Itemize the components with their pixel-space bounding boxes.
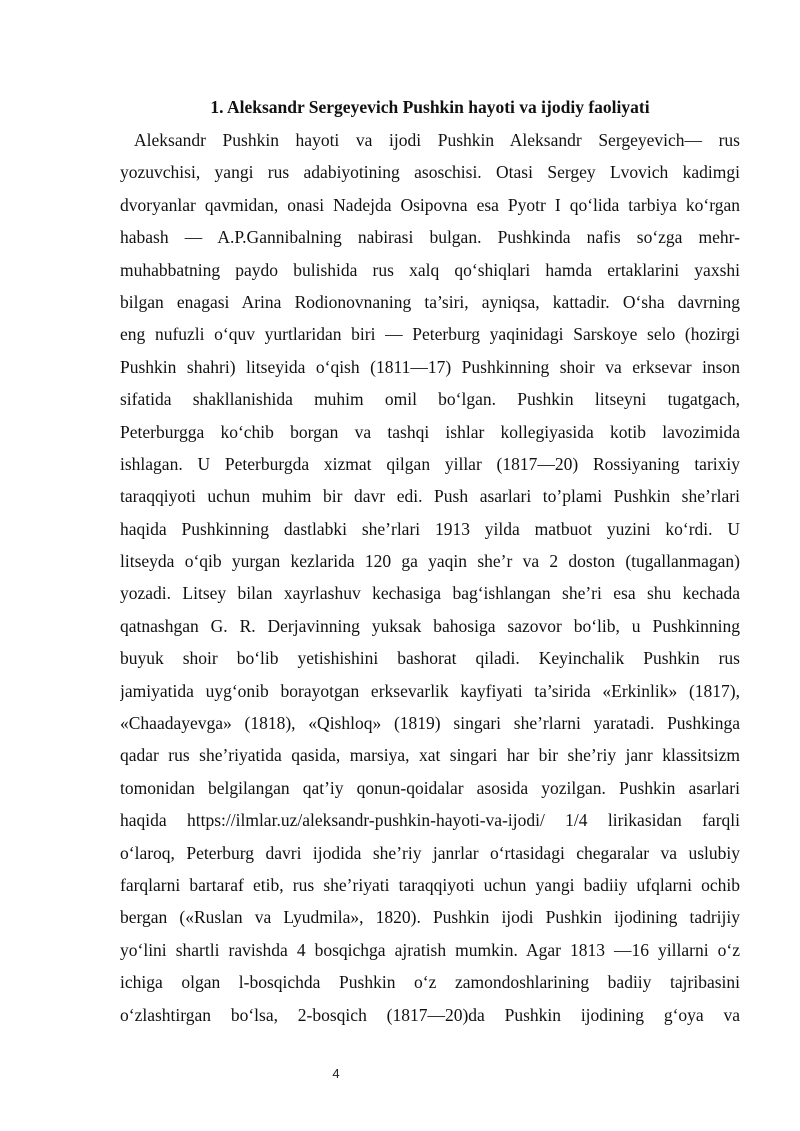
section-title: 1. Aleksandr Sergeyevich Pushkin hayoti va ijodiy faoliyati — [210, 97, 650, 117]
body-line: jamiyatida uyg‘onib borayotgan erksevarlik kayfiyati ta’sirida «Erkinlik» (1817), — [120, 680, 740, 701]
body-line: bilgan enagasi Arina Rodionovnaning ta’siri, ayniqsa, kattadir. O‘sha davrning — [120, 291, 740, 312]
body-line: habash — A.P.Gannibalning nabirasi bulgan. Pushkinda nafis so‘zga mehr- — [120, 227, 740, 248]
body-line: Peterburgga ko‘chib borgan va tashqi ishlar kollegiyasida kotib lavozimida — [120, 421, 740, 442]
body-line: bergan («Ruslan va Lyudmila», 1820). Pushkin ijodi Pushkin ijodining tadrijiy — [120, 907, 740, 928]
body-line: qatnashgan G. R. Derjavinning yuksak bahosiga sazovor bo‘lib, u Pushkinning — [120, 615, 740, 636]
body-line: «Chaadayevga» (1818), «Qishloq» (1819) singari she’rlarni yaratadi. Pushkinga — [120, 713, 740, 734]
body-line: qadar rus she’riyatida qasida, marsiya, xat singari har bir she’riy janr klassitsizm — [120, 745, 740, 766]
body-line: dvoryanlar qavmidan, onasi Nadejda Osipovna esa Pyotr I qo‘lida tarbiya ko‘rgan — [120, 194, 740, 215]
body-line: farqlarni bartaraf etib, rus she’riyati taraqqiyoti uchun yangi badiiy ufqlarni ochib — [120, 874, 740, 895]
body-line: muhabbatning paydo bulishida rus xalq qo‘shiqlari hamda ertaklarini yaxshi — [120, 259, 740, 280]
body-line: yo‘lini shartli ravishda 4 bosqichga ajratish mumkin. Agar 1813 —16 yillarni o‘z — [120, 939, 740, 960]
body-line: Pushkin shahri) litseyida o‘qish (1811—17) Pushkinning shoir va erksevar inson — [120, 356, 740, 377]
body-line: ichiga olgan l-bosqichda Pushkin o‘z zamondoshlarining badiiy tajribasini — [120, 972, 740, 993]
body-line: ishlagan. U Peterburgda xizmat qilgan yillar (1817—20) Rossiyaning tarixiy — [120, 453, 740, 474]
body-line: buyuk shoir bo‘lib yetishishini bashorat qiladi. Keyinchalik Pushkin rus — [120, 648, 740, 669]
body-line: haqida Pushkinning dastlabki she’rlari 1913 yilda matbuot yuzini ko‘rdi. U — [120, 518, 740, 539]
body-line: haqida https://ilmlar.uz/aleksandr-pushkin-hayoti-va-ijodi/ 1/4 lirikasidan farqli — [120, 810, 740, 831]
body-line: taraqqiyoti uchun muhim bir davr edi. Push asarlari to’plami Pushkin she’rlari — [120, 486, 740, 507]
body-line: o‘laroq, Peterburg davri ijodida she’riy janrlar o‘rtasidagi chegaralar va uslubiy — [120, 842, 740, 863]
body-line: litseyda o‘qib yurgan kezlarida 120 ga yaqin she’r va 2 doston (tugallanmagan) — [120, 551, 740, 572]
document-content — [120, 94, 740, 1031]
body-line: Aleksandr Pushkin hayoti va ijodi Pushkin Aleksandr Sergeyevich— rus — [134, 130, 740, 150]
page-number: 4 — [332, 1066, 340, 1081]
body-line: o‘zlashtirgan bo‘lsa, 2-bosqich (1817—20)da Pushkin ijodining g‘oya va — [120, 1004, 740, 1025]
body-line: tomonidan belgilangan qat’iy qonun-qoidalar asosida yozilgan. Pushkin asarlari — [120, 777, 740, 798]
body-line: yozadi. Litsey bilan xayrlashuv kechasiga bag‘ishlangan she’ri esa shu kechada — [120, 583, 740, 604]
body-line: eng nufuzli o‘quv yurtlaridan biri — Peterburg yaqinidagi Sarskoye selo (hozirgi — [120, 324, 740, 345]
body-paragraph — [120, 124, 740, 1031]
body-line: yozuvchisi, yangi rus adabiyotining asoschisi. Otasi Sergey Lvovich kadimgi — [120, 162, 740, 183]
body-line: sifatida shakllanishida muhim omil bo‘lgan. Pushkin litseyni tugatgach, — [120, 389, 740, 410]
